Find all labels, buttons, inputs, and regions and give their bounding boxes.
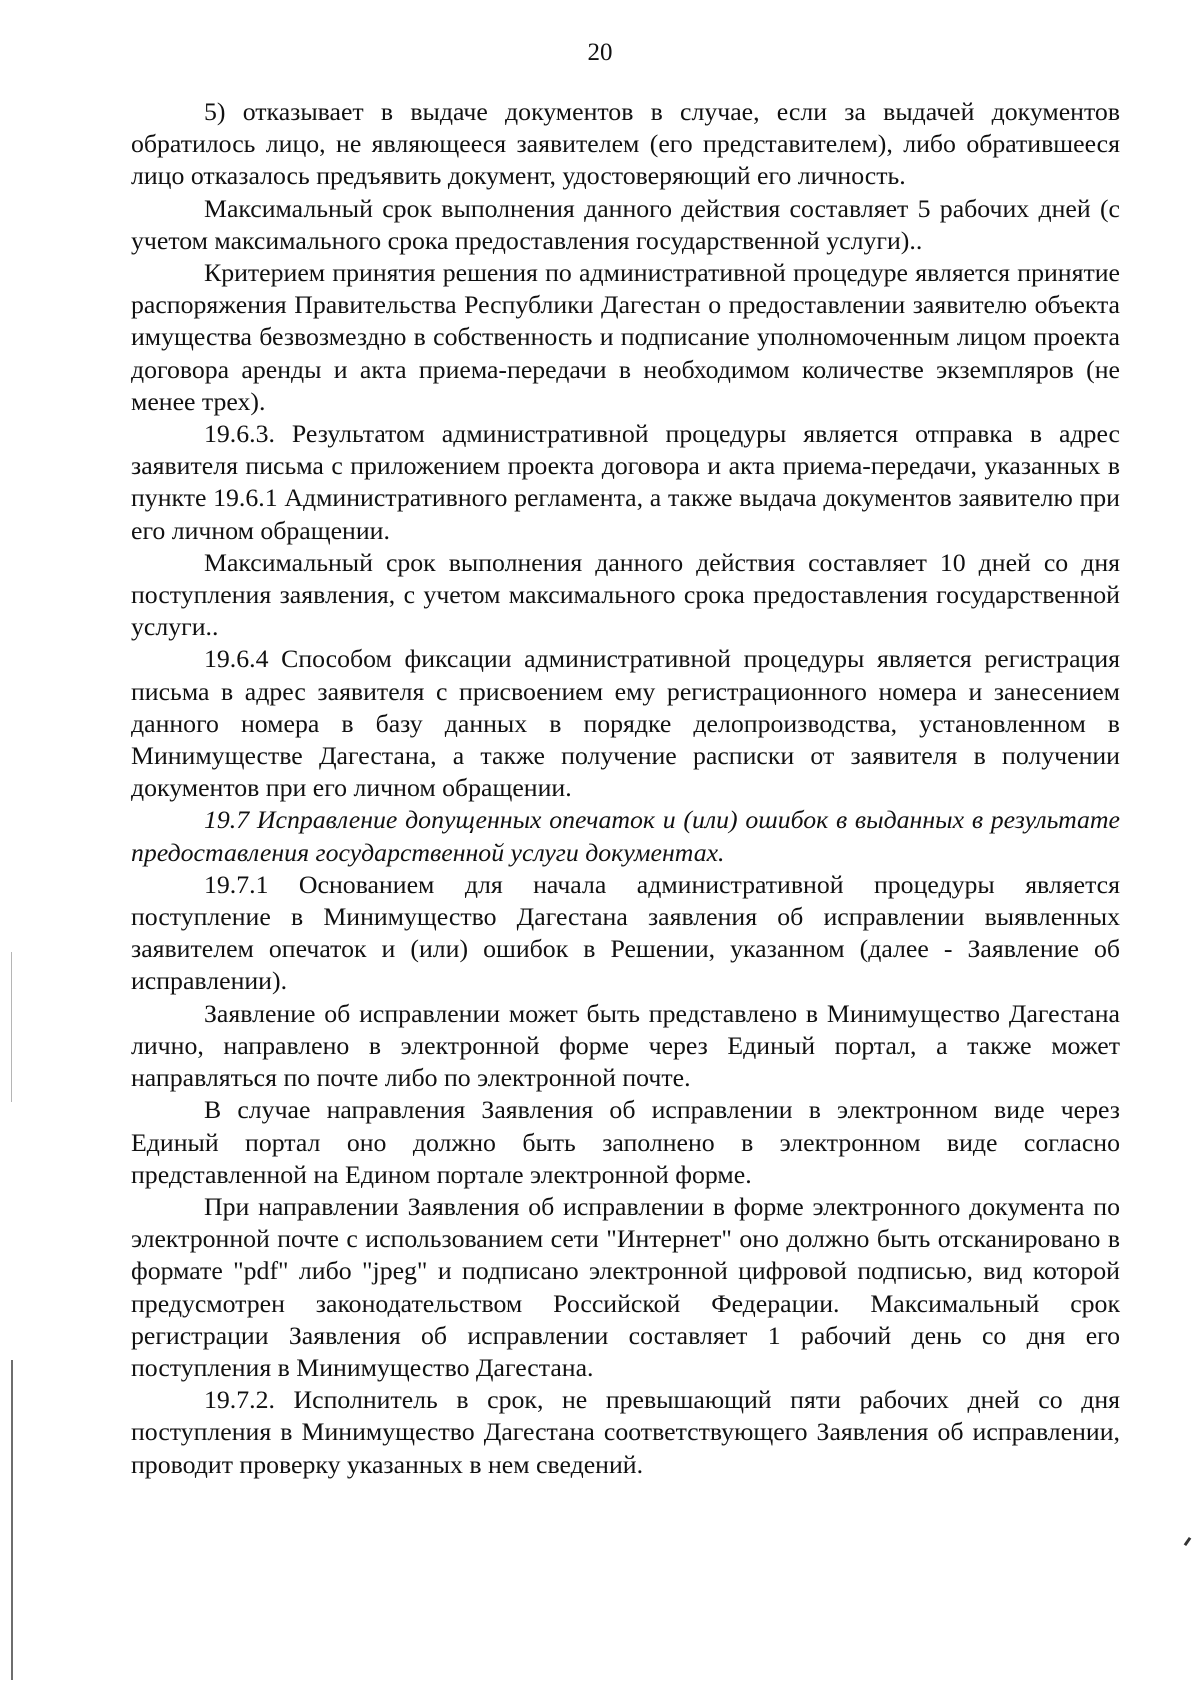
scan-edge-mark (11, 1360, 13, 1680)
paragraph-19-6-3: 19.6.3. Результатом административной процедуры является отправка в адрес заявителя письма с приложением проекта договора и акта приема-передачи, указанных в пункте 19.6.1 Административного регламента, а также выдача документов заявителю при его личном обращении. (131, 419, 1120, 545)
section-heading-19-7: 19.7 Исправление допущенных опечаток и (или) ошибок в выданных в результате предоставления государственной услуги документах. (131, 805, 1120, 867)
paragraph-portal-submission: В случае направления Заявления об исправлении в электронном виде через Единый портал оно должно быть заполнено в электронном виде согласно представленной на Едином портале электронной форме. (131, 1095, 1120, 1189)
paragraph-max-term-10-days: Максимальный срок выполнения данного действия составляет 10 дней со дня поступления заявления, с учетом максимального срока предоставления государственной услуги.. (131, 547, 1120, 642)
paragraph-decision-criterion: Критерием принятия решения по административной процедуре является принятие распоряжения Правительства Республики Дагестан о предоставлении заявителю объекта имущества безвозмездно в собственность и подписание уполномоченным лицом проекта договора аренды и акта приема-передачи в необходимом количестве экземпляров (не менее трех). (131, 258, 1120, 416)
paragraph-email-submission: При направлении Заявления об исправлении в форме электронного документа по электронной почте с использованием сети "Интернет" оно должно быть отсканировано в формате "pdf" либо "jpeg" и подписано электронной цифровой подписью, вид которой предусмотрен законодательством Российской Федерации. Максимальный срок регистрации Заявления об исправлении составляет 1 рабочий день со дня его поступления в Минимущество Дагестана. (131, 1191, 1120, 1382)
paragraph-max-term-5-days: Максимальный срок выполнения данного действия составляет 5 рабочих дней (с учетом максимального срока предоставления государственной услуги).. (131, 193, 1120, 255)
document-body (131, 96, 1120, 1481)
paragraph-19-6-4: 19.6.4 Способом фиксации административной процедуры является регистрация письма в адрес заявителя с присвоением ему регистрационного номера и занесением данного номера в базу данных в порядке делопроизводства, установленном в Минимуществе Дагестана, а также получение расписки от заявителя в получении документов при его личном обращении. (131, 644, 1120, 803)
page-number: 20 (587, 39, 613, 66)
scan-tick-mark (1184, 1537, 1192, 1546)
paragraph-19-7-1: 19.7.1 Основанием для начала административной процедуры является поступление в Минимущество Дагестана заявления об исправлении выявленных заявителем опечаток и (или) ошибок в Решении, указанном (далее - Заявление об исправлении). (131, 869, 1120, 996)
scan-edge-mark (11, 952, 12, 1102)
paragraph-19-7-2: 19.7.2. Исполнитель в срок, не превышающий пяти рабочих дней со дня поступления в Минимущество Дагестана соответствующего Заявления об исправлении, проводит проверку указанных в нем сведений. (131, 1385, 1120, 1479)
paragraph-refusal-item-5: 5) отказывает в выдаче документов в случае, если за выдачей документов обратилось лицо, не являющееся заявителем (его представителем), либо обратившееся лицо отказалось предъявить документ, удостоверяющий его личность. (131, 97, 1120, 191)
paragraph-submission-methods: Заявление об исправлении может быть представлено в Минимущество Дагестана лично, направлено в электронной форме через Единый портал, а также может направляться по почте либо по электронной почте. (131, 998, 1120, 1093)
